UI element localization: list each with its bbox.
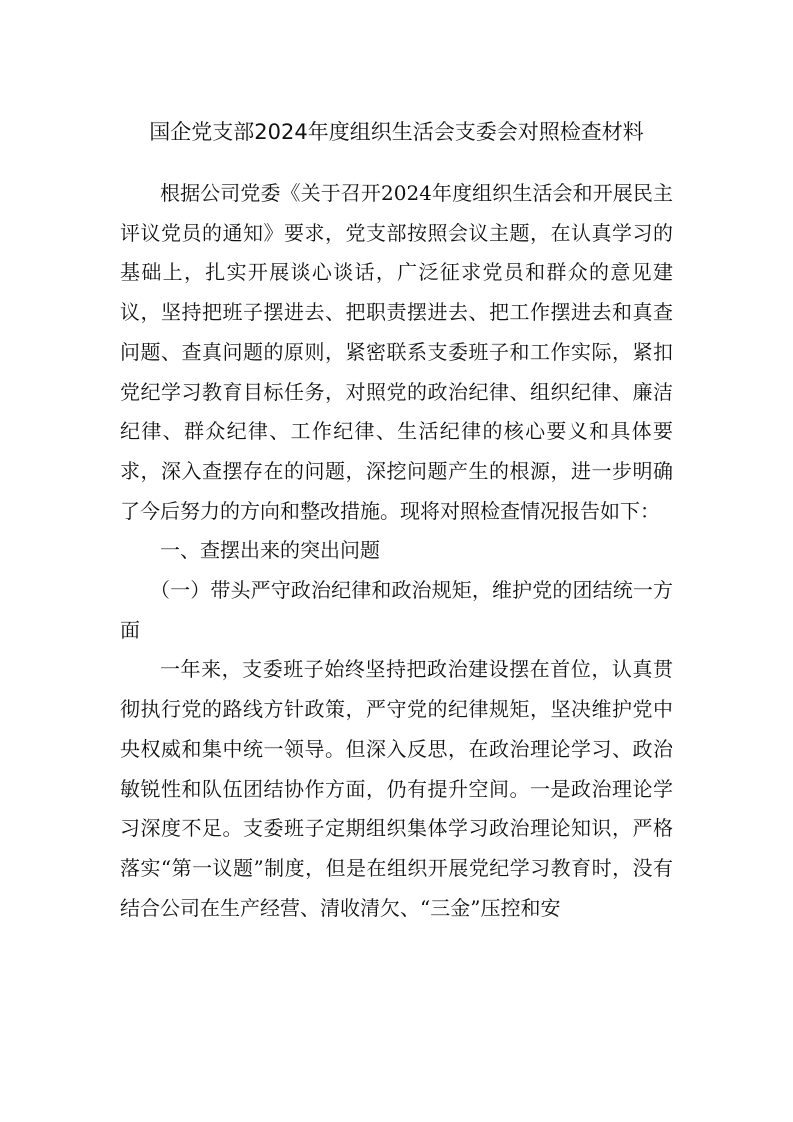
section-heading: 一、查摆出来的突出问题: [160, 538, 380, 563]
paragraph-body: 一年来，支委班子始终坚持把政治建设摆在首位，认真贯彻执行党的路线方针政策，严守党的纪律规矩，坚决维护党中央权威和集中统一领导。但深入反思，在政治理论学习、政治敏锐性和队伍团结协作方面，仍有提升空间。一是政治理论学习深度不足。支委班子定期组织集体学习政治理论知识，严格落实“第一议题”制度，但是在组织开展党纪学习教育时，没有结合公司在生产经营、清收清欠、“三金”压控和安: [120, 657, 673, 920]
paragraph-intro: 根据公司党委《关于召开2024年度组织生活会和开展民主评议党员的通知》要求，党支部按照会议主题，在认真学习的基础上，扎实开展谈心谈话，广泛征求党员和群众的意见建议，坚持把班子摆进去、把职责摆进去、把工作摆进去和真查问题、查真问题的原则，紧密联系支委班子和工作实际，紧扣党纪学习教育目标任务，对照党的政治纪律、组织纪律、廉洁纪律、群众纪律、工作纪律、生活纪律的核心要义和具体要求，深入查摆存在的问题，深挖问题产生的根源，进一步明确了今后努力的方向和整改措施。现将对照检查情况报告如下：: [120, 181, 673, 523]
subsection-heading: （一）带头严守政治纪律和政治规矩，维护党的团结统一方面: [120, 578, 673, 642]
document-title: 国企党支部2024年度组织生活会支委会对照检查材料: [149, 120, 644, 144]
document-body: [120, 174, 673, 928]
